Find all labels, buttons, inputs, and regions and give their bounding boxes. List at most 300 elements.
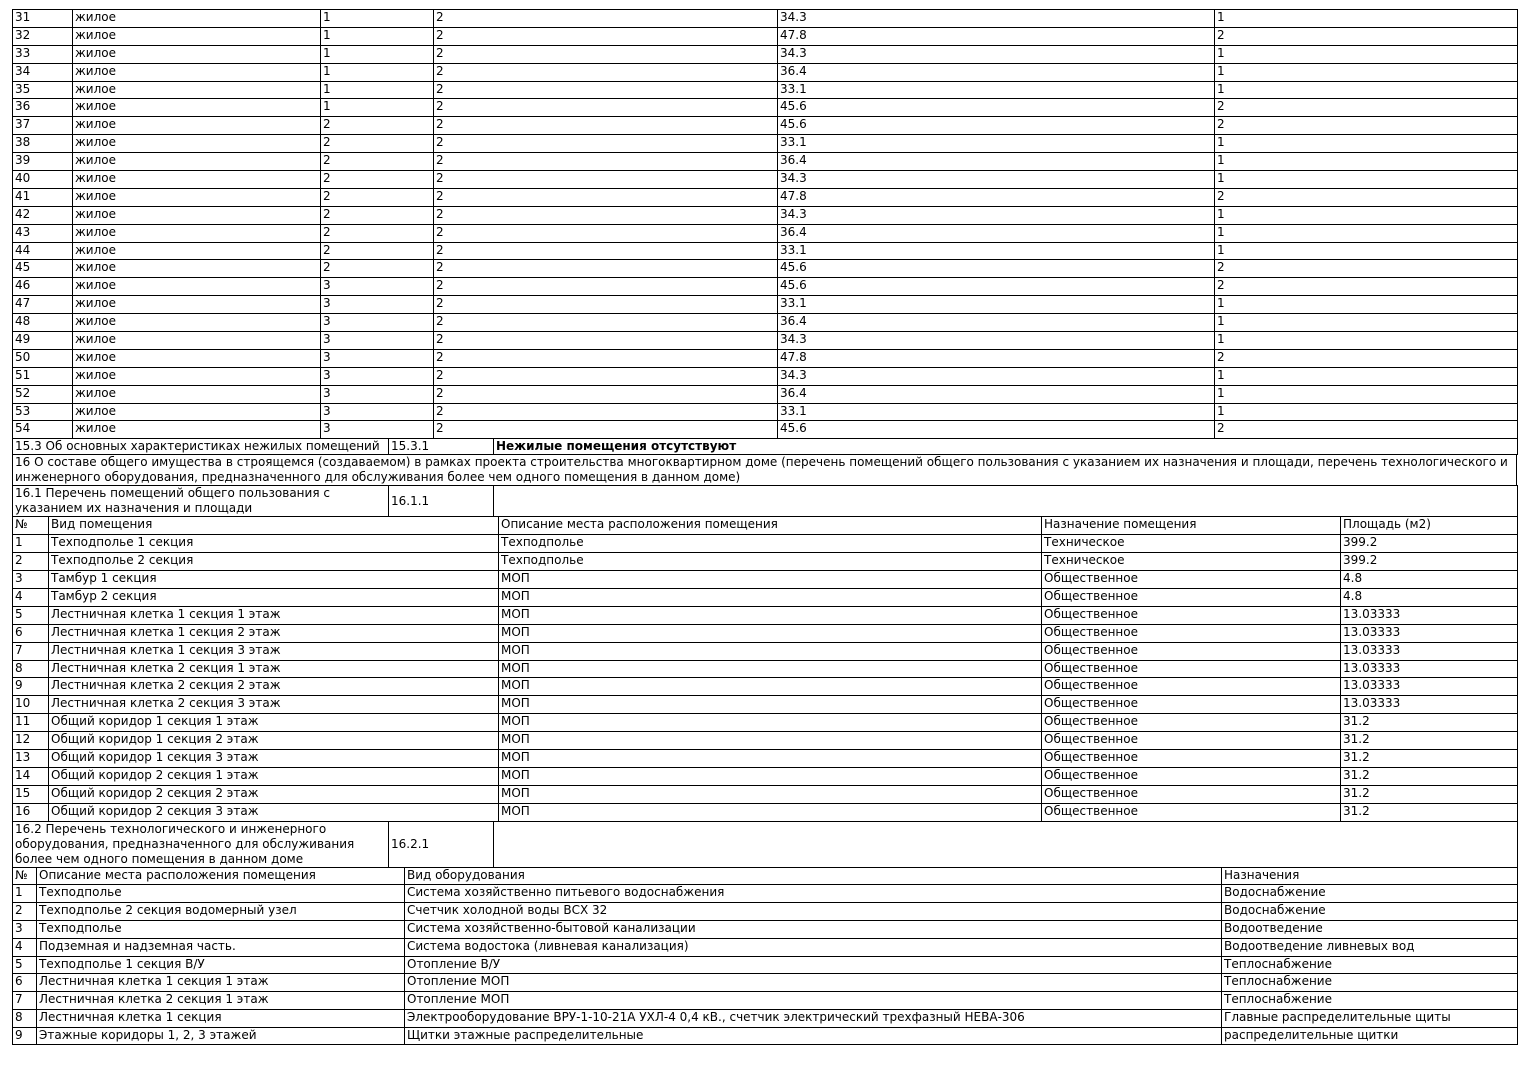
apartment-row-type: жилое (73, 367, 321, 385)
equipment-row-purpose: Теплоснабжение (1222, 992, 1518, 1010)
apartment-row (13, 153, 1518, 171)
premises-row-num: 10 (13, 696, 49, 714)
equipment-row-location: Техподполье 2 секция водомерный узел (37, 903, 405, 921)
apartment-row-floor: 1 (321, 27, 434, 45)
apartment-row-floor: 3 (321, 367, 434, 385)
premises-row-kind: Лестничная клетка 2 секция 3 этаж (49, 696, 499, 714)
apartment-row (13, 349, 1518, 367)
premises-row-area: 4.8 (1341, 571, 1518, 589)
apartment-row-area: 34.3 (778, 10, 1215, 28)
apartment-row-count: 1 (1215, 385, 1518, 403)
apartment-row-count: 1 (1215, 81, 1518, 99)
apartment-row-rooms-col: 2 (434, 63, 778, 81)
apartment-row-num: 50 (13, 349, 73, 367)
apartment-row-type: жилое (73, 349, 321, 367)
apartment-row-floor: 1 (321, 10, 434, 28)
premises-row-num: 13 (13, 749, 49, 767)
eq-col-header-equipment: Вид оборудования (405, 867, 1222, 885)
apartment-row-type: жилое (73, 403, 321, 421)
equipment-row-purpose: распределительные щитки (1222, 1027, 1518, 1045)
section-16-1-label: 16.1 Перечень помещений общего пользования с указанием их назначения и площади (13, 486, 389, 517)
premises-row-location: МОП (499, 785, 1042, 803)
equipment-row-num: 7 (13, 992, 37, 1010)
apartment-row-count: 2 (1215, 117, 1518, 135)
apartment-row-num: 49 (13, 332, 73, 350)
apartment-row-rooms-col: 2 (434, 188, 778, 206)
section-16-1-empty (494, 486, 1518, 517)
premises-row-location: МОП (499, 624, 1042, 642)
premises-row (13, 803, 1518, 821)
apartment-row-type: жилое (73, 260, 321, 278)
apartment-row-floor: 1 (321, 81, 434, 99)
premises-row-num: 16 (13, 803, 49, 821)
premises-row-area: 31.2 (1341, 714, 1518, 732)
apartment-row-num: 48 (13, 314, 73, 332)
premises-row-area: 31.2 (1341, 749, 1518, 767)
apartment-row-type: жилое (73, 10, 321, 28)
apartment-row-count: 1 (1215, 63, 1518, 81)
section-15-3-value: Нежилые помещения отсутствуют (494, 439, 1518, 455)
premises-row-purpose: Общественное (1042, 767, 1341, 785)
section-16-2-empty (494, 821, 1518, 867)
premises-row (13, 588, 1518, 606)
premises-row-area: 13.03333 (1341, 696, 1518, 714)
apartment-row-floor: 3 (321, 278, 434, 296)
apartment-row-type: жилое (73, 188, 321, 206)
apartment-row-rooms-col: 2 (434, 135, 778, 153)
equipment-row-location: Техподполье 1 секция В/У (37, 956, 405, 974)
equipment-row (13, 938, 1518, 956)
apartment-row (13, 224, 1518, 242)
eq-col-header-location: Описание места расположения помещения (37, 867, 405, 885)
apartment-row-area: 33.1 (778, 403, 1215, 421)
apartment-row-floor: 2 (321, 242, 434, 260)
col-header-purpose: Назначение помещения (1042, 517, 1341, 535)
premises-row (13, 785, 1518, 803)
premises-row-kind: Общий коридор 1 секция 1 этаж (49, 714, 499, 732)
premises-row-purpose: Техническое (1042, 535, 1341, 553)
apartment-row-floor: 3 (321, 349, 434, 367)
premises-row-purpose: Общественное (1042, 660, 1341, 678)
apartment-row (13, 421, 1518, 439)
apartment-row-count: 1 (1215, 403, 1518, 421)
equipment-row (13, 920, 1518, 938)
equipment-row-num: 1 (13, 885, 37, 903)
equipment-table (12, 867, 1518, 1046)
apartment-row-area: 36.4 (778, 385, 1215, 403)
apartment-row-num: 46 (13, 278, 73, 296)
premises-row-area: 13.03333 (1341, 606, 1518, 624)
section-15-3-label: 15.3 Об основных характеристиках нежилых помещений (13, 439, 389, 455)
apartment-row-rooms-col: 2 (434, 27, 778, 45)
premises-row-area: 13.03333 (1341, 678, 1518, 696)
equipment-row-purpose: Водоснабжение (1222, 903, 1518, 921)
apartment-row-floor: 2 (321, 188, 434, 206)
section-16-2-code: 16.2.1 (389, 821, 494, 867)
apartment-row-count: 2 (1215, 260, 1518, 278)
apartment-row-area: 34.3 (778, 206, 1215, 224)
premises-row-location: МОП (499, 678, 1042, 696)
premises-row-location: МОП (499, 732, 1042, 750)
apartment-row-num: 33 (13, 45, 73, 63)
equipment-row-location: Лестничная клетка 2 секция 1 этаж (37, 992, 405, 1010)
apartment-row (13, 296, 1518, 314)
equipment-row (13, 903, 1518, 921)
premises-row-area: 31.2 (1341, 767, 1518, 785)
common-premises-table-body (13, 535, 1518, 821)
equipment-row-location: Лестничная клетка 1 секция 1 этаж (37, 974, 405, 992)
section-16-1-header-row (13, 486, 1518, 517)
apartment-row (13, 242, 1518, 260)
apartment-row-type: жилое (73, 314, 321, 332)
premises-row-purpose: Общественное (1042, 571, 1341, 589)
equipment-row (13, 992, 1518, 1010)
apartment-row-area: 33.1 (778, 242, 1215, 260)
apartment-row-num: 39 (13, 153, 73, 171)
premises-row-kind: Лестничная клетка 2 секция 2 этаж (49, 678, 499, 696)
equipment-row-location: Техподполье (37, 885, 405, 903)
premises-row (13, 642, 1518, 660)
apartment-row-floor: 2 (321, 153, 434, 171)
equipment-row-num: 4 (13, 938, 37, 956)
equipment-row-num: 3 (13, 920, 37, 938)
premises-row-num: 3 (13, 571, 49, 589)
apartment-row-area: 45.6 (778, 278, 1215, 296)
apartment-row-rooms-col: 2 (434, 81, 778, 99)
premises-row-area: 399.2 (1341, 535, 1518, 553)
premises-row-kind: Общий коридор 2 секция 2 этаж (49, 785, 499, 803)
apartment-row-num: 34 (13, 63, 73, 81)
premises-row-num: 15 (13, 785, 49, 803)
section-16-text: 16 О составе общего имущества в строящемся (создаваемом) в рамках проекта строительства многоквартирном доме (перечень помещений общего пользования с указанием их назначения и площади, перечень технологического и инженерного оборудования, предназначенного для обслуживания более чем одного помещения в данном доме) (13, 455, 1517, 486)
apartment-row-count: 1 (1215, 314, 1518, 332)
section-16-2-header (12, 821, 1518, 868)
apartment-row-area: 33.1 (778, 296, 1215, 314)
apartment-row-count: 1 (1215, 10, 1518, 28)
section-16 (12, 454, 1517, 486)
apartment-row-num: 40 (13, 171, 73, 189)
apartment-row-type: жилое (73, 81, 321, 99)
apartment-row-count: 1 (1215, 206, 1518, 224)
premises-row-area: 31.2 (1341, 785, 1518, 803)
apartment-row-floor: 1 (321, 63, 434, 81)
apartment-row-type: жилое (73, 206, 321, 224)
premises-row-num: 9 (13, 678, 49, 696)
equipment-row-purpose: Теплоснабжение (1222, 974, 1518, 992)
apartment-row-area: 47.8 (778, 27, 1215, 45)
apartment-row-num: 32 (13, 27, 73, 45)
premises-row (13, 660, 1518, 678)
apartment-row (13, 367, 1518, 385)
apartment-row-floor: 2 (321, 171, 434, 189)
equipment-table-body (13, 885, 1518, 1045)
premises-row (13, 696, 1518, 714)
premises-row-location: МОП (499, 642, 1042, 660)
apartment-row-area: 34.3 (778, 332, 1215, 350)
equipment-row-equipment: Счетчик холодной воды ВСХ 32 (405, 903, 1222, 921)
document (12, 9, 1517, 1045)
premises-row (13, 571, 1518, 589)
equipment-row-equipment: Система хозяйственно-бытовой канализации (405, 920, 1222, 938)
apartment-row-type: жилое (73, 242, 321, 260)
apartment-row-rooms-col: 2 (434, 99, 778, 117)
apartment-row-floor: 2 (321, 224, 434, 242)
premises-row-location: Техподполье (499, 553, 1042, 571)
premises-row-kind: Техподполье 1 секция (49, 535, 499, 553)
apartment-row-rooms-col: 2 (434, 421, 778, 439)
equipment-row-location: Техподполье (37, 920, 405, 938)
eq-col-header-num: № (13, 867, 37, 885)
apartment-row-area: 34.3 (778, 367, 1215, 385)
premises-row-kind: Лестничная клетка 2 секция 1 этаж (49, 660, 499, 678)
apartment-row-area: 34.3 (778, 171, 1215, 189)
equipment-row-equipment: Отопление МОП (405, 974, 1222, 992)
apartment-row-floor: 3 (321, 421, 434, 439)
apartment-row-type: жилое (73, 153, 321, 171)
apartment-row-area: 45.6 (778, 260, 1215, 278)
apartment-row (13, 117, 1518, 135)
equipment-row (13, 885, 1518, 903)
premises-row-purpose: Техническое (1042, 553, 1341, 571)
apartment-row-type: жилое (73, 278, 321, 296)
apartment-row-floor: 2 (321, 117, 434, 135)
premises-row-num: 1 (13, 535, 49, 553)
premises-row (13, 732, 1518, 750)
apartment-row-count: 1 (1215, 171, 1518, 189)
premises-row (13, 714, 1518, 732)
apartment-row-num: 36 (13, 99, 73, 117)
apartment-row-floor: 3 (321, 332, 434, 350)
equipment-row-equipment: Система хозяйственно питьевого водоснабжения (405, 885, 1222, 903)
apartment-row (13, 27, 1518, 45)
apartment-row-rooms-col: 2 (434, 296, 778, 314)
equipment-row-equipment: Щитки этажные распределительные (405, 1027, 1222, 1045)
apartment-row-rooms-col: 2 (434, 314, 778, 332)
equipment-row-purpose: Водоотведение (1222, 920, 1518, 938)
equipment-row-purpose: Водоотведение ливневых вод (1222, 938, 1518, 956)
premises-row (13, 606, 1518, 624)
premises-row-location: МОП (499, 749, 1042, 767)
apartment-row-area: 45.6 (778, 117, 1215, 135)
equipment-row-num: 6 (13, 974, 37, 992)
apartment-row-count: 2 (1215, 99, 1518, 117)
premises-row-num: 2 (13, 553, 49, 571)
premises-row-num: 14 (13, 767, 49, 785)
premises-row-location: МОП (499, 606, 1042, 624)
apartment-row-area: 36.4 (778, 63, 1215, 81)
equipment-header-row (13, 867, 1518, 885)
section-16-1-code: 16.1.1 (389, 486, 494, 517)
apartment-row-count: 1 (1215, 296, 1518, 314)
apartment-row-type: жилое (73, 117, 321, 135)
premises-row-num: 8 (13, 660, 49, 678)
apartment-row-count: 1 (1215, 332, 1518, 350)
apartment-row-rooms-col: 2 (434, 206, 778, 224)
apartment-row-rooms-col: 2 (434, 385, 778, 403)
apartment-row-type: жилое (73, 332, 321, 350)
apartment-row-type: жилое (73, 224, 321, 242)
premises-row-purpose: Общественное (1042, 642, 1341, 660)
section-16-1-header (12, 485, 1518, 517)
premises-row-kind: Техподполье 2 секция (49, 553, 499, 571)
section-15-3 (12, 438, 1518, 455)
apartment-row-num: 38 (13, 135, 73, 153)
premises-row-kind: Лестничная клетка 1 секция 3 этаж (49, 642, 499, 660)
apartment-row-rooms-col: 2 (434, 10, 778, 28)
apartment-row-count: 1 (1215, 135, 1518, 153)
apartment-row-floor: 3 (321, 385, 434, 403)
apartment-row-count: 1 (1215, 242, 1518, 260)
section-15-3-row (13, 439, 1518, 455)
premises-row-location: МОП (499, 803, 1042, 821)
apartment-row (13, 171, 1518, 189)
premises-row-num: 6 (13, 624, 49, 642)
apartment-row-count: 1 (1215, 153, 1518, 171)
premises-row-area: 13.03333 (1341, 624, 1518, 642)
apartment-row-rooms-col: 2 (434, 367, 778, 385)
apartment-row (13, 10, 1518, 28)
col-header-location: Описание места расположения помещения (499, 517, 1042, 535)
section-16-2-header-row (13, 821, 1518, 867)
common-premises-header-row (13, 517, 1518, 535)
apartment-row-type: жилое (73, 171, 321, 189)
apartment-row (13, 188, 1518, 206)
apartment-row-area: 33.1 (778, 81, 1215, 99)
section-16-2-label: 16.2 Перечень технологического и инженерного оборудования, предназначенного для обслуживания более чем одного помещения в данном доме (13, 821, 389, 867)
apartment-row-count: 2 (1215, 278, 1518, 296)
premises-row-area: 31.2 (1341, 732, 1518, 750)
apartment-row-floor: 2 (321, 206, 434, 224)
apartment-row-num: 42 (13, 206, 73, 224)
apartment-row-rooms-col: 2 (434, 260, 778, 278)
premises-row-location: МОП (499, 588, 1042, 606)
premises-row (13, 678, 1518, 696)
col-header-kind: Вид помещения (49, 517, 499, 535)
apartment-row-floor: 3 (321, 314, 434, 332)
apartment-row-area: 33.1 (778, 135, 1215, 153)
apartment-row-area: 36.4 (778, 153, 1215, 171)
section-16-row (13, 455, 1517, 486)
apartment-row-rooms-col: 2 (434, 242, 778, 260)
apartment-row-type: жилое (73, 385, 321, 403)
premises-row (13, 767, 1518, 785)
equipment-row (13, 956, 1518, 974)
premises-row-area: 4.8 (1341, 588, 1518, 606)
apartment-row-rooms-col: 2 (434, 278, 778, 296)
apartment-row-num: 44 (13, 242, 73, 260)
premises-row-kind: Общий коридор 2 секция 3 этаж (49, 803, 499, 821)
equipment-row-purpose: Теплоснабжение (1222, 956, 1518, 974)
premises-row-kind: Общий коридор 1 секция 2 этаж (49, 732, 499, 750)
premises-row-purpose: Общественное (1042, 803, 1341, 821)
apartment-row-count: 2 (1215, 421, 1518, 439)
apartment-row (13, 81, 1518, 99)
apartment-row-rooms-col: 2 (434, 171, 778, 189)
premises-row-purpose: Общественное (1042, 714, 1341, 732)
premises-row-location: МОП (499, 696, 1042, 714)
premises-row-num: 12 (13, 732, 49, 750)
equipment-row (13, 1009, 1518, 1027)
apartment-row-area: 47.8 (778, 349, 1215, 367)
section-15-3-code: 15.3.1 (389, 439, 494, 455)
equipment-row-location: Подземная и надземная часть. (37, 938, 405, 956)
premises-row (13, 749, 1518, 767)
premises-row-kind: Лестничная клетка 1 секция 1 этаж (49, 606, 499, 624)
apartment-row-num: 35 (13, 81, 73, 99)
apartment-row (13, 206, 1518, 224)
apartment-row-num: 54 (13, 421, 73, 439)
premises-row-num: 4 (13, 588, 49, 606)
apartment-row (13, 403, 1518, 421)
apartment-row-num: 37 (13, 117, 73, 135)
equipment-row-equipment: Отопление В/У (405, 956, 1222, 974)
equipment-row-equipment: Система водостока (ливневая канализация) (405, 938, 1222, 956)
apartment-row (13, 332, 1518, 350)
premises-row-location: МОП (499, 660, 1042, 678)
apartment-row-count: 2 (1215, 27, 1518, 45)
apartment-row-count: 1 (1215, 224, 1518, 242)
premises-row (13, 624, 1518, 642)
premises-row-purpose: Общественное (1042, 588, 1341, 606)
apartment-row-area: 34.3 (778, 45, 1215, 63)
premises-row-area: 31.2 (1341, 803, 1518, 821)
apartment-row-rooms-col: 2 (434, 153, 778, 171)
apartment-row-num: 43 (13, 224, 73, 242)
equipment-row-equipment: Электрооборудование ВРУ-1-10-21А УХЛ-4 0,4 кВ., счетчик электрический трехфазный НЕВА-306 (405, 1009, 1222, 1027)
apartment-row-area: 45.6 (778, 421, 1215, 439)
apartment-row-type: жилое (73, 63, 321, 81)
apartment-row-floor: 1 (321, 45, 434, 63)
premises-row (13, 553, 1518, 571)
apartment-row-type: жилое (73, 135, 321, 153)
apartment-row-type: жилое (73, 45, 321, 63)
apartment-row-floor: 3 (321, 403, 434, 421)
apartment-row-num: 45 (13, 260, 73, 278)
equipment-row (13, 974, 1518, 992)
apartment-row (13, 314, 1518, 332)
apartment-row-area: 36.4 (778, 224, 1215, 242)
premises-row-purpose: Общественное (1042, 696, 1341, 714)
apartment-row-rooms-col: 2 (434, 45, 778, 63)
col-header-area: Площадь (м2) (1341, 517, 1518, 535)
apartment-row-type: жилое (73, 27, 321, 45)
apartment-row-rooms-col: 2 (434, 224, 778, 242)
premises-row-kind: Тамбур 1 секция (49, 571, 499, 589)
apartment-row-rooms-col: 2 (434, 349, 778, 367)
apartments-table-body (13, 10, 1518, 439)
premises-row-num: 7 (13, 642, 49, 660)
apartment-row-floor: 2 (321, 135, 434, 153)
apartment-row-count: 2 (1215, 349, 1518, 367)
premises-row-area: 13.03333 (1341, 660, 1518, 678)
equipment-row-purpose: Главные распределительные щиты (1222, 1009, 1518, 1027)
apartment-row-type: жилое (73, 296, 321, 314)
apartment-row-rooms-col: 2 (434, 403, 778, 421)
equipment-row-location: Этажные коридоры 1, 2, 3 этажей (37, 1027, 405, 1045)
apartment-row (13, 63, 1518, 81)
apartment-row-type: жилое (73, 421, 321, 439)
premises-row-purpose: Общественное (1042, 678, 1341, 696)
apartment-row (13, 135, 1518, 153)
apartment-row-rooms-col: 2 (434, 117, 778, 135)
equipment-row-num: 8 (13, 1009, 37, 1027)
apartment-row-num: 52 (13, 385, 73, 403)
equipment-row-equipment: Отопление МОП (405, 992, 1222, 1010)
apartment-row-num: 51 (13, 367, 73, 385)
apartment-row-type: жилое (73, 99, 321, 117)
apartment-row-floor: 2 (321, 260, 434, 278)
premises-row-area: 399.2 (1341, 553, 1518, 571)
